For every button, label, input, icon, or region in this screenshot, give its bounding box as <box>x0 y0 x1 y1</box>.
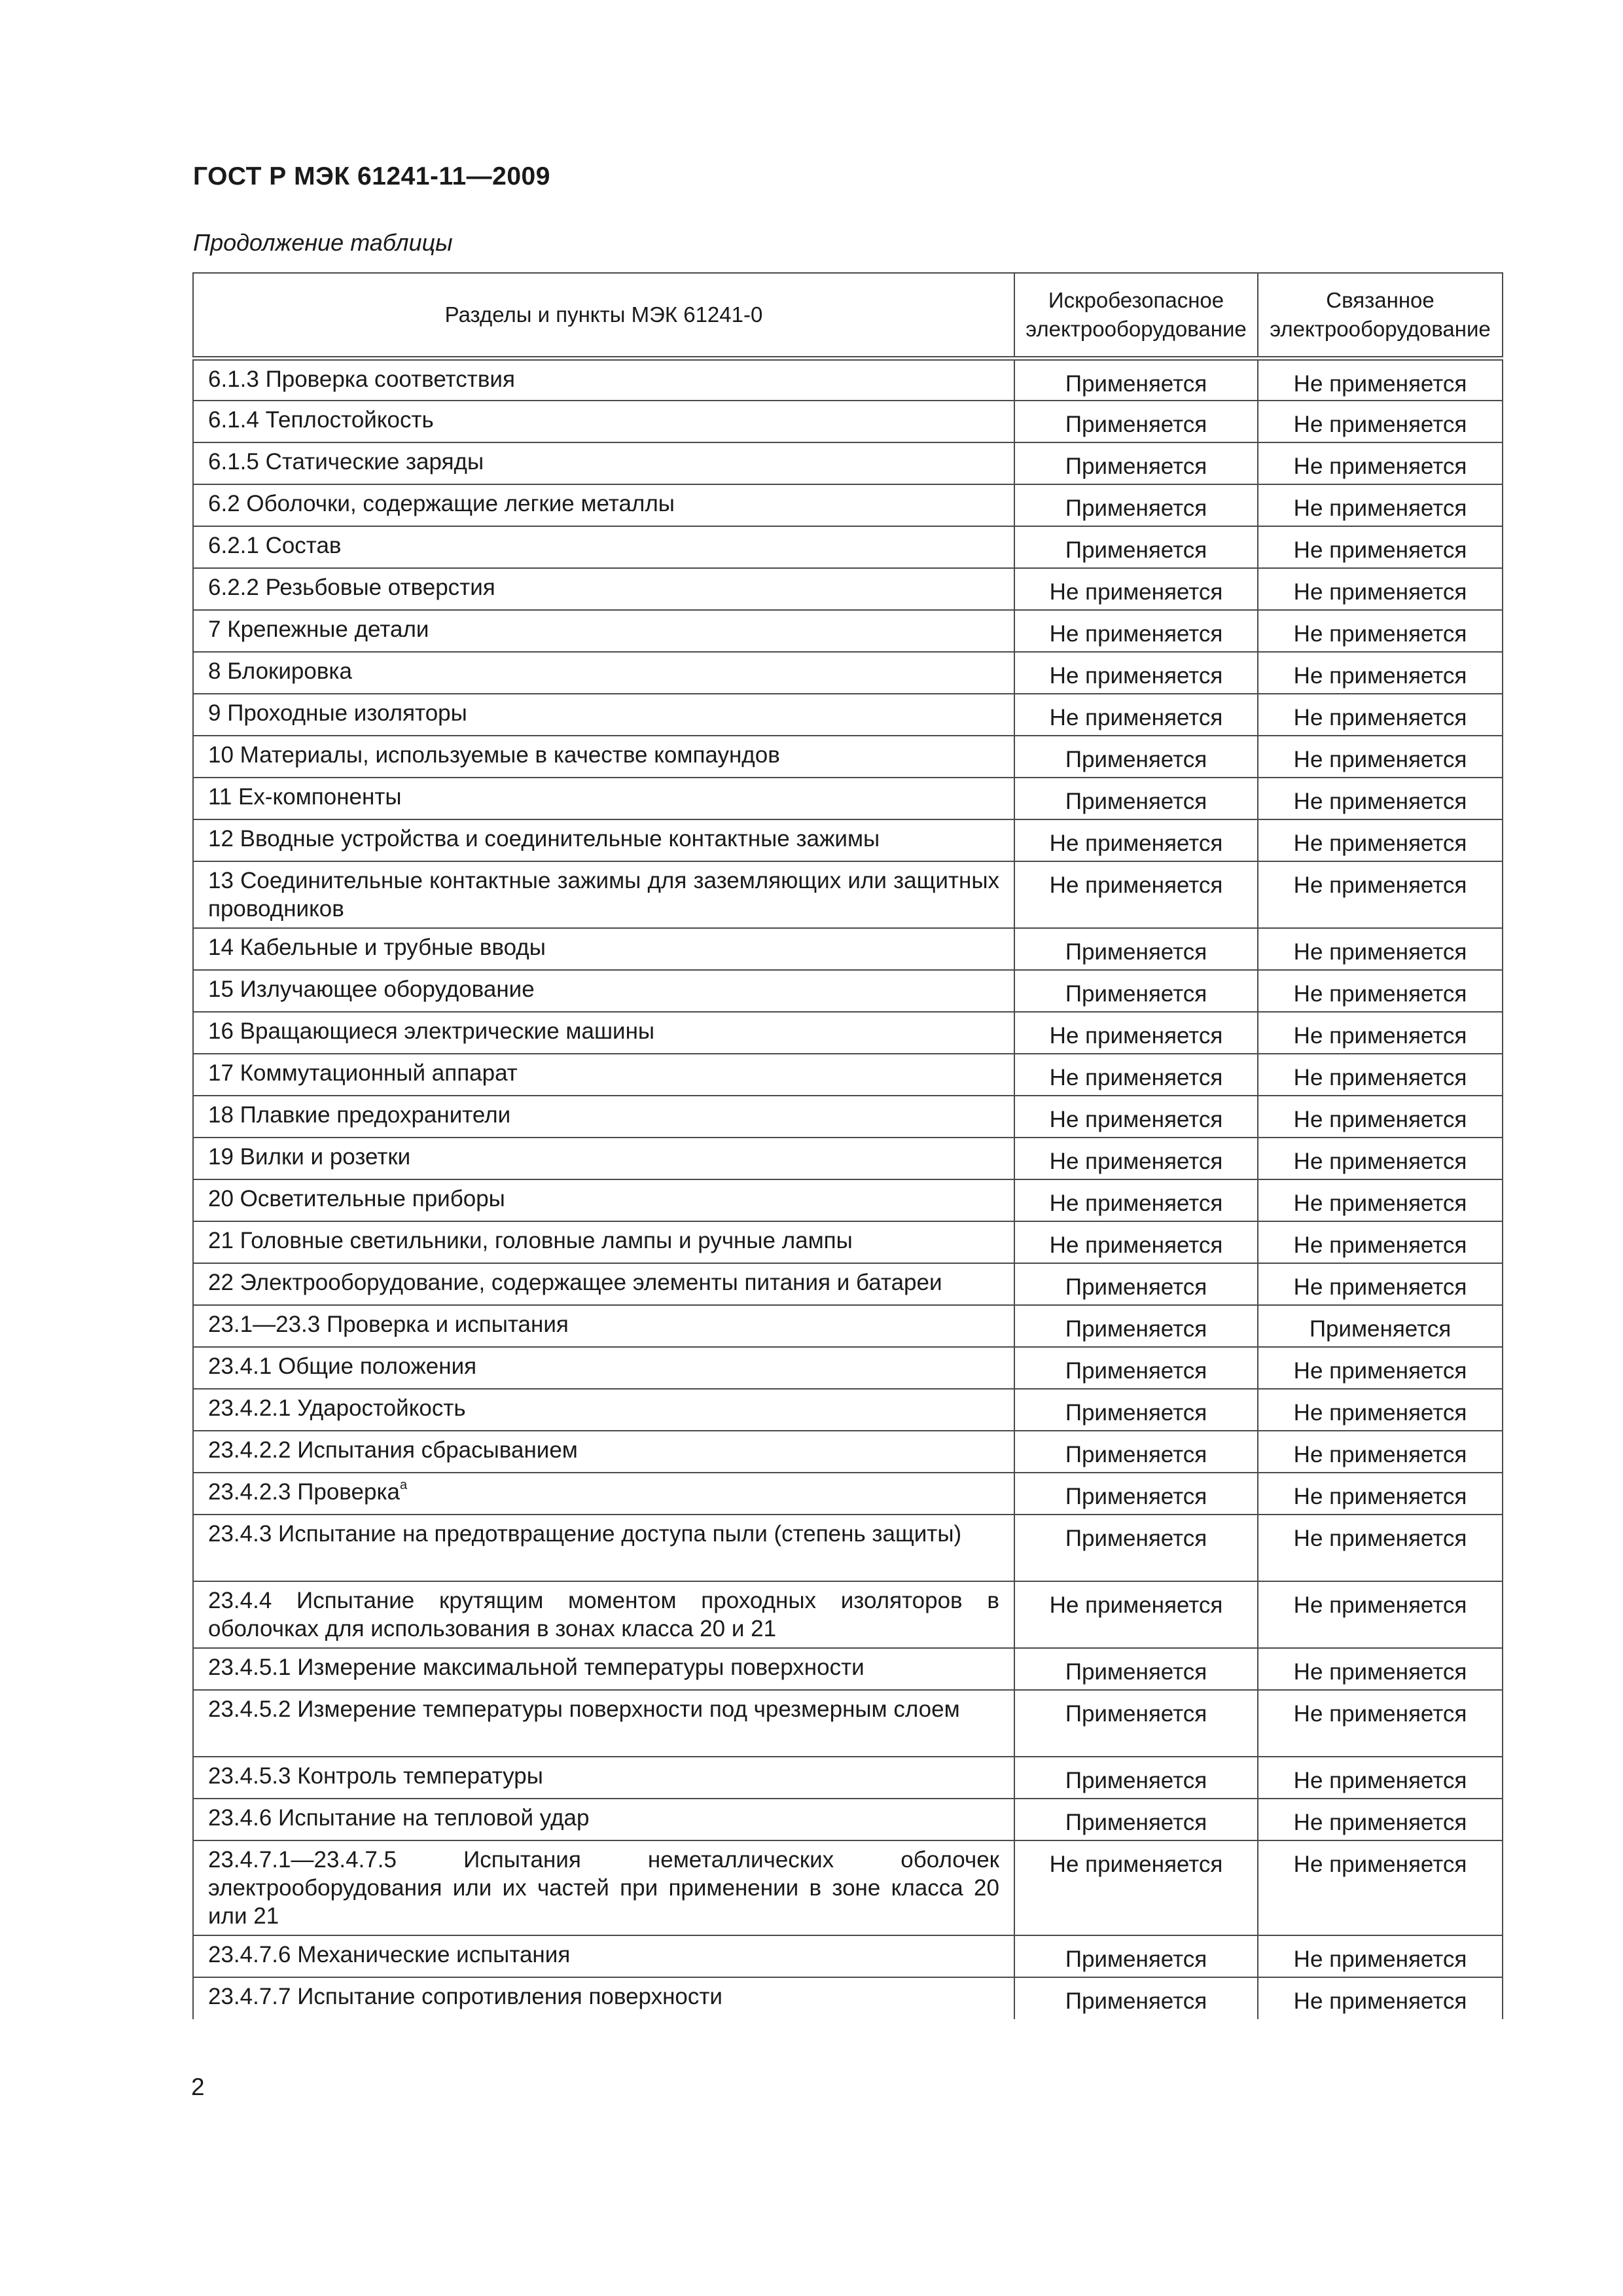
section-text: 19 Вилки и розетки <box>208 1143 411 1170</box>
associated-cell: Не применяется <box>1258 736 1503 778</box>
associated-cell: Не применяется <box>1258 1138 1503 1179</box>
associated-cell: Не применяется <box>1258 1799 1503 1840</box>
section-text: 23.4.2.1 Ударостойкость <box>208 1395 466 1421</box>
section-text: 20 Осветительные приборы <box>208 1185 505 1211</box>
intrinsic-cell: Применяется <box>1014 1690 1258 1757</box>
associated-cell: Не применяется <box>1258 1473 1503 1515</box>
table-row <box>193 1515 1503 1581</box>
associated-cell: Не применяется <box>1258 1179 1503 1221</box>
section-cell <box>193 1977 1014 2019</box>
intrinsic-cell: Не применяется <box>1014 1179 1258 1221</box>
intrinsic-cell: Применяется <box>1014 928 1258 970</box>
table-row <box>193 1221 1503 1263</box>
table-row <box>193 1431 1503 1473</box>
associated-cell: Не применяется <box>1258 1431 1503 1473</box>
table-row <box>193 610 1503 652</box>
intrinsic-cell: Применяется <box>1014 1263 1258 1305</box>
table-row <box>193 928 1503 970</box>
intrinsic-cell: Применяется <box>1014 1757 1258 1799</box>
table-row <box>193 1648 1503 1690</box>
section-cell <box>193 1690 1014 1757</box>
section-text: 14 Кабельные и трубные вводы <box>208 934 546 960</box>
section-cell <box>193 484 1014 526</box>
intrinsic-cell: Не применяется <box>1014 1581 1258 1648</box>
intrinsic-cell: Применяется <box>1014 1935 1258 1977</box>
section-text: 6.2 Оболочки, содержащие легкие металлы <box>208 490 675 516</box>
section-text: 23.4.3 Испытание на предотвращение доступа пыли (степень защиты) <box>208 1520 962 1547</box>
document-title: ГОСТ Р МЭК 61241-11—2009 <box>193 162 550 190</box>
table-row <box>193 1690 1503 1757</box>
table-row <box>193 819 1503 861</box>
intrinsic-cell: Применяется <box>1014 401 1258 442</box>
section-cell <box>193 1263 1014 1305</box>
section-cell <box>193 359 1014 401</box>
section-text: 23.4.7.6 Механические испытания <box>208 1941 571 1967</box>
section-text: 23.4.7.7 Испытание сопротивления поверхности <box>208 1983 722 2009</box>
associated-cell: Не применяется <box>1258 694 1503 736</box>
intrinsic-cell: Не применяется <box>1014 652 1258 694</box>
section-cell <box>193 442 1014 484</box>
section-text: 23.1—23.3 Проверка и испытания <box>208 1311 569 1337</box>
table-row <box>193 1757 1503 1799</box>
associated-cell: Не применяется <box>1258 1935 1503 1977</box>
section-text: 23.4.5.1 Измерение максимальной температуры поверхности <box>208 1654 865 1680</box>
associated-cell: Не применяется <box>1258 610 1503 652</box>
table-row <box>193 442 1503 484</box>
intrinsic-cell: Не применяется <box>1014 861 1258 928</box>
table-row <box>193 1840 1503 1935</box>
table-row <box>193 1054 1503 1096</box>
table-row <box>193 652 1503 694</box>
table-caption: Продолжение таблицы <box>193 229 453 256</box>
section-text: 23.4.5.2 Измерение температуры поверхности под чрезмерным слоем <box>208 1696 960 1722</box>
intrinsic-cell: Применяется <box>1014 442 1258 484</box>
table-row <box>193 1179 1503 1221</box>
associated-cell: Не применяется <box>1258 970 1503 1012</box>
associated-cell: Не применяется <box>1258 1648 1503 1690</box>
table-row <box>193 1799 1503 1840</box>
section-cell <box>193 1840 1014 1935</box>
section-cell <box>193 1096 1014 1138</box>
intrinsic-cell: Не применяется <box>1014 819 1258 861</box>
section-cell <box>193 401 1014 442</box>
section-text: 11 Ex-компоненты <box>208 783 402 810</box>
section-cell <box>193 1347 1014 1389</box>
associated-cell: Не применяется <box>1258 442 1503 484</box>
section-text: 23.4.2.2 Испытания сбрасыванием <box>208 1437 578 1463</box>
header-sections: Разделы и пункты МЭК 61241-0 <box>193 273 1014 359</box>
associated-cell: Не применяется <box>1258 1054 1503 1096</box>
section-text: 22 Электрооборудование, содержащее элементы питания и батареи <box>208 1269 942 1295</box>
section-text: 23.4.5.3 Контроль температуры <box>208 1763 543 1789</box>
section-cell <box>193 1305 1014 1347</box>
section-cell <box>193 610 1014 652</box>
header-associated <box>1258 273 1503 359</box>
table-body <box>193 359 1503 2019</box>
section-text: 16 Вращающиеся электрические машины <box>208 1018 655 1044</box>
table-header-row <box>193 273 1503 359</box>
table-row <box>193 568 1503 610</box>
section-cell <box>193 1473 1014 1515</box>
intrinsic-cell: Не применяется <box>1014 1096 1258 1138</box>
associated-cell: Не применяется <box>1258 1389 1503 1431</box>
table-row <box>193 1096 1503 1138</box>
table-header <box>193 273 1503 359</box>
section-cell <box>193 778 1014 819</box>
associated-cell: Не применяется <box>1258 1977 1503 2019</box>
intrinsic-cell: Применяется <box>1014 1799 1258 1840</box>
table-row <box>193 484 1503 526</box>
footnote-marker: a <box>400 1477 408 1492</box>
intrinsic-cell: Применяется <box>1014 1473 1258 1515</box>
section-text: 18 Плавкие предохранители <box>208 1102 511 1128</box>
page-number: 2 <box>191 2073 205 2100</box>
section-text: 23.4.4 Испытание крутящим моментом проходных изоляторов в оболочках для использования в зонах класса 20 и 21 <box>208 1587 999 1641</box>
associated-cell: Не применяется <box>1258 928 1503 970</box>
table-row <box>193 736 1503 778</box>
intrinsic-cell: Применяется <box>1014 526 1258 568</box>
associated-cell: Не применяется <box>1258 1515 1503 1581</box>
section-text: 23.4.2.3 Проверка <box>208 1479 400 1505</box>
intrinsic-cell: Применяется <box>1014 1305 1258 1347</box>
table-row <box>193 861 1503 928</box>
table-row <box>193 970 1503 1012</box>
section-text: 6.1.4 Теплостойкость <box>208 406 434 433</box>
table-row <box>193 1305 1503 1347</box>
section-text: 15 Излучающее оборудование <box>208 976 535 1002</box>
section-cell <box>193 568 1014 610</box>
section-text: 6.2.2 Резьбовые отверстия <box>208 574 495 600</box>
intrinsic-cell: Применяется <box>1014 1977 1258 2019</box>
table-row <box>193 1263 1503 1305</box>
intrinsic-cell: Применяется <box>1014 778 1258 819</box>
section-cell <box>193 1581 1014 1648</box>
intrinsic-cell: Применяется <box>1014 1515 1258 1581</box>
intrinsic-cell: Не применяется <box>1014 1221 1258 1263</box>
intrinsic-cell: Не применяется <box>1014 694 1258 736</box>
associated-cell: Не применяется <box>1258 1221 1503 1263</box>
section-text: 6.1.5 Статические заряды <box>208 448 484 475</box>
associated-cell: Не применяется <box>1258 526 1503 568</box>
section-cell <box>193 1012 1014 1054</box>
section-text: 12 Вводные устройства и соединительные контактные зажимы <box>208 825 880 852</box>
table-row <box>193 1347 1503 1389</box>
table-row <box>193 694 1503 736</box>
header-intrinsic-text: Искробезопасное электрооборудование <box>1026 288 1247 341</box>
intrinsic-cell: Применяется <box>1014 1431 1258 1473</box>
section-text: 8 Блокировка <box>208 658 352 684</box>
table-row <box>193 526 1503 568</box>
section-cell <box>193 1221 1014 1263</box>
associated-cell: Не применяется <box>1258 1840 1503 1935</box>
section-text: 17 Коммутационный аппарат <box>208 1060 518 1086</box>
intrinsic-cell: Не применяется <box>1014 568 1258 610</box>
header-intrinsic <box>1014 273 1258 359</box>
associated-cell: Не применяется <box>1258 1096 1503 1138</box>
section-text: 7 Крепежные детали <box>208 616 429 642</box>
header-associated-text: Связанное электрооборудование <box>1270 288 1491 341</box>
section-cell <box>193 861 1014 928</box>
table-container <box>192 272 1503 2019</box>
table-row <box>193 401 1503 442</box>
associated-cell: Не применяется <box>1258 1012 1503 1054</box>
section-text: 13 Соединительные контактные зажимы для заземляющих или защитных проводников <box>208 867 999 922</box>
requirements-table <box>192 272 1503 2019</box>
section-cell <box>193 1515 1014 1581</box>
section-cell <box>193 970 1014 1012</box>
intrinsic-cell: Применяется <box>1014 1648 1258 1690</box>
table-row <box>193 1138 1503 1179</box>
section-text: 6.2.1 Состав <box>208 532 342 558</box>
section-cell <box>193 928 1014 970</box>
associated-cell: Не применяется <box>1258 1581 1503 1648</box>
section-text: 9 Проходные изоляторы <box>208 700 467 726</box>
intrinsic-cell: Применяется <box>1014 1389 1258 1431</box>
associated-cell: Не применяется <box>1258 484 1503 526</box>
section-text: 23.4.1 Общие положения <box>208 1353 477 1379</box>
intrinsic-cell: Применяется <box>1014 970 1258 1012</box>
intrinsic-cell: Не применяется <box>1014 1054 1258 1096</box>
associated-cell: Не применяется <box>1258 359 1503 401</box>
intrinsic-cell: Не применяется <box>1014 610 1258 652</box>
associated-cell: Не применяется <box>1258 819 1503 861</box>
section-cell <box>193 1138 1014 1179</box>
section-cell <box>193 526 1014 568</box>
intrinsic-cell: Применяется <box>1014 359 1258 401</box>
section-cell <box>193 652 1014 694</box>
intrinsic-cell: Не применяется <box>1014 1840 1258 1935</box>
associated-cell: Не применяется <box>1258 568 1503 610</box>
table-row <box>193 1473 1503 1515</box>
associated-cell: Не применяется <box>1258 401 1503 442</box>
intrinsic-cell: Применяется <box>1014 1347 1258 1389</box>
table-row <box>193 1935 1503 1977</box>
associated-cell: Не применяется <box>1258 778 1503 819</box>
section-cell <box>193 1757 1014 1799</box>
associated-cell: Не применяется <box>1258 1347 1503 1389</box>
section-cell <box>193 1389 1014 1431</box>
associated-cell: Не применяется <box>1258 1263 1503 1305</box>
section-cell <box>193 736 1014 778</box>
section-cell <box>193 1935 1014 1977</box>
section-cell <box>193 1179 1014 1221</box>
table-row <box>193 778 1503 819</box>
section-text: 23.4.6 Испытание на тепловой удар <box>208 1804 590 1831</box>
associated-cell: Не применяется <box>1258 861 1503 928</box>
table-row <box>193 1389 1503 1431</box>
section-cell <box>193 694 1014 736</box>
section-text: 10 Материалы, используемые в качестве компаундов <box>208 742 780 768</box>
section-cell <box>193 819 1014 861</box>
table-row <box>193 1581 1503 1648</box>
section-cell <box>193 1431 1014 1473</box>
associated-cell: Не применяется <box>1258 1757 1503 1799</box>
section-cell <box>193 1054 1014 1096</box>
associated-cell: Применяется <box>1258 1305 1503 1347</box>
associated-cell: Не применяется <box>1258 652 1503 694</box>
intrinsic-cell: Применяется <box>1014 484 1258 526</box>
table-row <box>193 1977 1503 2019</box>
section-text: 6.1.3 Проверка соответствия <box>208 367 515 392</box>
intrinsic-cell: Не применяется <box>1014 1012 1258 1054</box>
section-cell <box>193 1799 1014 1840</box>
intrinsic-cell: Применяется <box>1014 736 1258 778</box>
section-text: 21 Головные светильники, головные лампы и ручные лампы <box>208 1227 853 1253</box>
table-row <box>193 359 1503 401</box>
table-row <box>193 1012 1503 1054</box>
intrinsic-cell: Не применяется <box>1014 1138 1258 1179</box>
section-cell <box>193 1648 1014 1690</box>
associated-cell: Не применяется <box>1258 1690 1503 1757</box>
section-text: 23.4.7.1—23.4.7.5 Испытания неметаллических оболочек электрооборудования или их частей при применении в зоне класса 20 или 21 <box>208 1846 999 1929</box>
